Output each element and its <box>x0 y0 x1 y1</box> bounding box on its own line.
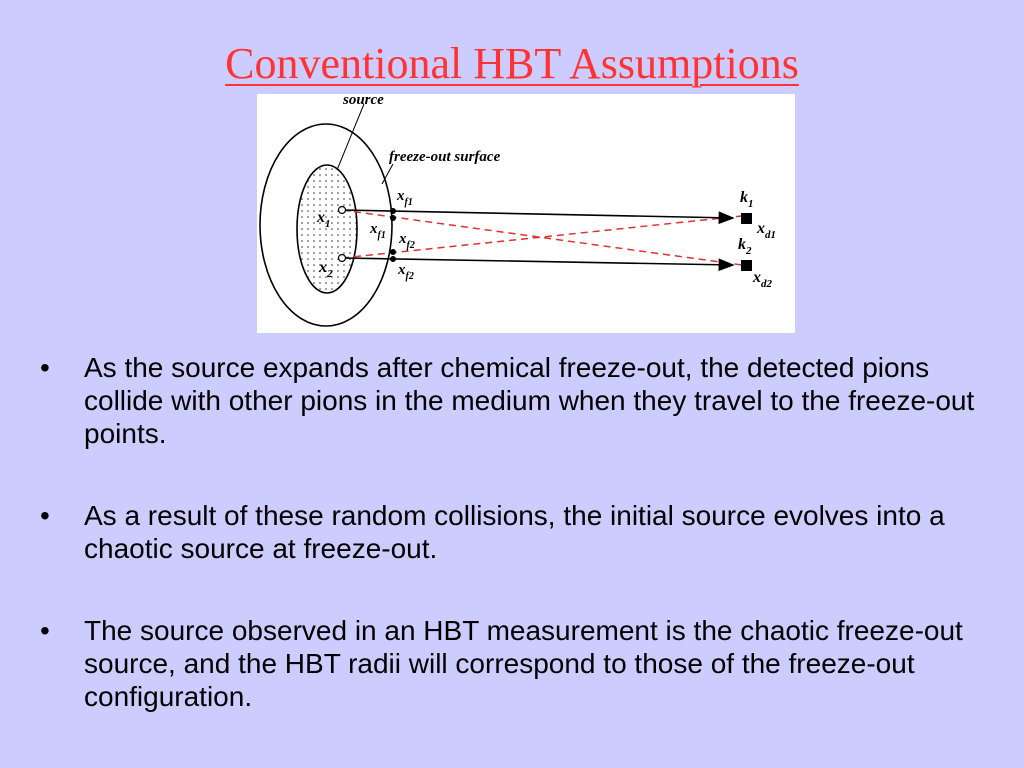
xf1-prime-label: $x_{f1}$ <box>370 221 386 241</box>
trajectory-line-1 <box>342 210 733 218</box>
hbt-diagram-svg <box>257 94 795 333</box>
bullet-icon: • <box>40 500 50 531</box>
bullet-item <box>36 351 996 450</box>
bullet-item <box>36 499 996 565</box>
detector-2 <box>741 260 752 271</box>
k2-label: $k_2$ <box>738 236 752 257</box>
xf2p-point <box>390 249 396 255</box>
x2-label: $x_2$ <box>319 259 333 280</box>
xf1-point <box>390 208 396 214</box>
x1-point <box>339 207 346 214</box>
bullet-text: The source observed in an HBT measurement is the chaotic freeze-out source, and the HBT radii will correspond to those of the freeze-out configuration. <box>84 615 963 712</box>
xf1-label: $x_{f1}$ <box>397 188 413 208</box>
xd1-label: $x_{d1}$ <box>757 220 776 241</box>
slide-title: Conventional HBT Assumptions <box>225 39 799 88</box>
x1-label: $x_1$ <box>317 209 331 230</box>
source-label: source <box>343 94 384 108</box>
bullet-text: As the source expands after chemical freeze-out, the detected pions collide with other pions in the medium when they travel to the freeze-out points. <box>84 352 975 449</box>
bullet-item <box>36 614 996 713</box>
xf2-prime-label: $x_{f2}$ <box>399 231 415 251</box>
bullet-text: As a result of these random collisions, the initial source evolves into a chaotic source at freeze-out. <box>84 500 945 564</box>
xf1p-point <box>390 215 396 221</box>
xf2-point <box>390 256 396 262</box>
source-leader-line <box>337 104 364 170</box>
detector-1 <box>741 213 752 224</box>
hbt-diagram <box>257 94 795 333</box>
xd2-label: $x_{d2}$ <box>753 269 772 290</box>
x2-point <box>339 255 346 262</box>
bullet-list <box>36 351 996 762</box>
bullet-icon: • <box>40 615 50 646</box>
k1-label: $k_1$ <box>740 189 754 210</box>
xf2-label: $x_{f2}$ <box>398 262 414 282</box>
bullet-icon: • <box>40 352 50 383</box>
surface-label: freeze-out surface <box>389 149 501 165</box>
